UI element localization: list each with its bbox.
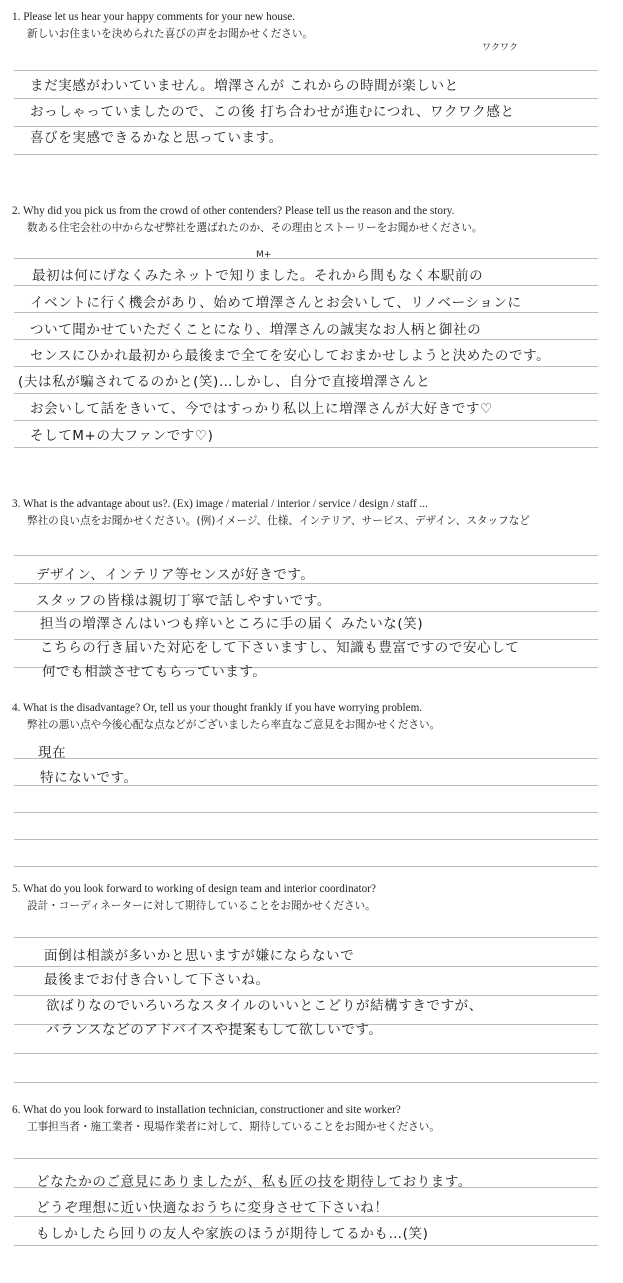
question-5-japanese: 設計・コーディネーターに対して期待していることをお聞かせください。 xyxy=(27,900,376,912)
answer-rule xyxy=(14,758,598,759)
question-3 xyxy=(12,497,612,529)
answer-rule xyxy=(14,839,598,840)
question-3-english: 3. What is the advantage about us?. (Ex) image / material / interior / service / design / staff ... xyxy=(12,498,428,510)
question-2-english: 2. Why did you pick us from the crowd of other contenders? Please tell us the reason and the story. xyxy=(12,205,455,217)
answer-2-line: ついて聞かせていただくことになり、増澤さんの誠実なお人柄と御社の xyxy=(30,322,482,338)
answer-1-line: おっしゃっていましたので、この後 打ち合わせが進むにつれ、ワクワク感と xyxy=(30,104,515,120)
answer-3-line: スタッフの皆様は親切丁寧で話しやすいです。 xyxy=(36,593,332,609)
question-4 xyxy=(12,701,612,733)
question-4-japanese: 弊社の悪い点や今後心配な点などがございましたら率直なご意見をお聞かせください。 xyxy=(27,719,441,731)
answer-2-annotation: M+ xyxy=(256,250,272,260)
answer-6-line: もしかしたら回りの友人や家族のほうが期待してるかも…(笑) xyxy=(36,1226,429,1242)
answer-rule xyxy=(14,1082,598,1083)
answer-3-line: 担当の増澤さんはいつも痒いところに手の届く みたいな(笑) xyxy=(40,616,424,632)
answer-2-line: センスにひかれ最初から最後まで全てを安心しておまかせしようと決めたのです。 xyxy=(30,348,551,364)
answer-rule xyxy=(14,583,598,584)
answer-5-line: 面倒は相談が多いかと思いますが嫌にならないで xyxy=(44,948,355,964)
answer-2-line: そしてM+の大ファンです♡) xyxy=(30,428,214,444)
answer-1-annotation: ワクワク xyxy=(482,43,519,53)
answer-rule xyxy=(14,70,598,71)
answer-rule xyxy=(14,312,598,313)
answer-rule xyxy=(14,420,598,421)
answer-rule xyxy=(14,1053,598,1054)
answer-5-line: バランスなどのアドバイスや提案もして欲しいです。 xyxy=(46,1022,383,1038)
answer-3-line: こちらの行き届いた対応をして下さいますし、知識も豊富ですので安心して xyxy=(40,640,520,656)
answer-rule xyxy=(14,937,598,938)
answer-3-line: 何でも相談させてもらっています。 xyxy=(42,664,267,680)
answer-rule xyxy=(14,366,598,367)
answer-2-line: お会いして話をきいて、今ではすっかり私以上に増澤さんが大好きです♡ xyxy=(30,401,493,417)
answer-rule xyxy=(14,1216,598,1217)
answer-2-line: イベントに行く機会があり、始めて増澤さんとお会いして、リノベーションに xyxy=(30,295,522,311)
answer-rule xyxy=(14,393,598,394)
question-1 xyxy=(12,10,612,42)
answer-rule xyxy=(14,98,598,99)
question-1-japanese: 新しいお住まいを決められた喜びの声をお聞かせください。 xyxy=(27,28,314,40)
answer-rule xyxy=(14,447,598,448)
question-1-english: 1. Please let us hear your happy comments for your new house. xyxy=(12,11,296,23)
answer-1-line: 喜びを実感できるかなと思っています。 xyxy=(30,130,283,146)
answer-rule xyxy=(14,555,598,556)
answer-3-line: デザイン、インテリア等センスが好きです。 xyxy=(36,567,315,583)
answer-rule xyxy=(14,812,598,813)
answer-rule xyxy=(14,966,598,967)
answer-4-line: 現在 xyxy=(38,745,67,761)
answer-5-line: 最後までお付き合いして下さいね。 xyxy=(44,972,270,988)
answer-rule xyxy=(14,866,598,867)
answer-rule xyxy=(14,1158,598,1159)
answer-5-line: 欲ばりなのでいろいろなスタイルのいいとこどりが結構すきですが、 xyxy=(46,998,483,1014)
answer-rule xyxy=(14,339,598,340)
answer-6-line: どなたかのご意見にありましたが、私も匠の技を期待しております。 xyxy=(36,1174,473,1190)
answer-6-line: どうぞ理想に近い快適なおうちに変身させて下さいね！ xyxy=(36,1200,389,1216)
question-3-japanese: 弊社の良い点をお聞かせください。(例)イメージ、仕様、インテリア、サービス、デザイン、スタッフなど xyxy=(27,515,530,527)
answer-rule xyxy=(14,258,598,259)
answer-rule xyxy=(14,285,598,286)
answer-4-line: 特にないです。 xyxy=(40,770,138,786)
question-6 xyxy=(12,1103,612,1135)
question-5 xyxy=(12,882,612,914)
question-6-japanese: 工事担当者・施工業者・現場作業者に対して、期待していることをお聞かせください。 xyxy=(27,1121,440,1133)
answer-rule xyxy=(14,1245,598,1246)
answer-1-line: まだ実感がわいていません。増澤さんが これからの時間が楽しいと xyxy=(30,78,459,94)
question-5-english: 5. What do you look forward to working of design team and interior coordinator? xyxy=(12,883,376,895)
question-4-english: 4. What is the disadvantage? Or, tell us your thought frankly if you have worrying problem. xyxy=(12,702,423,714)
answer-2-line: (夫は私が騙されてるのかと(笑)…しかし、自分で直接増澤さんと xyxy=(18,374,431,390)
answer-rule xyxy=(14,154,598,155)
question-2-japanese: 数ある住宅会社の中からなぜ弊社を選ばれたのか、その理由とストーリーをお聞かせください。 xyxy=(27,222,483,234)
question-2 xyxy=(12,204,612,236)
question-6-english: 6. What do you look forward to installation technician, constructioner and site worker? xyxy=(12,1104,401,1116)
answer-2-line: 最初は何にげなくみたネットで知りました。それから間もなく本駅前の xyxy=(32,268,484,284)
